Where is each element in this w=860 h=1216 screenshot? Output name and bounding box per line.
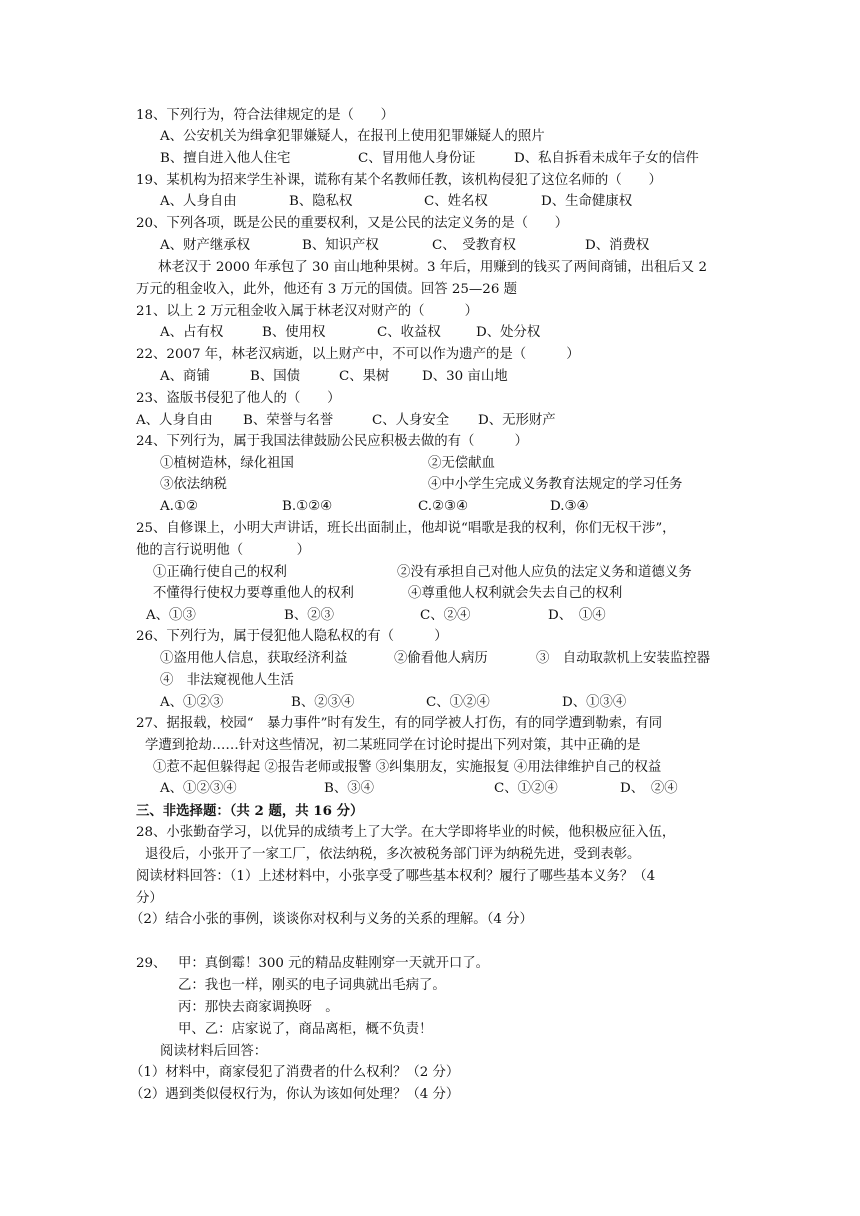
q22-option-a: A、商铺 [160, 369, 210, 384]
q25-option-a: A、①③ [146, 608, 196, 623]
q27-option-a: A、①②③④ [160, 781, 237, 796]
q29-line-6: （1）材料中，商家侵犯了消费者的什么权利？（2 分） [130, 1065, 460, 1080]
q26-item-4: ④ 非法窥视他人生活 [160, 673, 294, 688]
q29-line-4: 甲、乙：店家说了，商品离柜，概不负责！ [178, 1022, 433, 1037]
q23-stem: 23、盗版书侵犯了他人的（ ） [136, 391, 341, 406]
q28-line-3: 阅读材料回答：（1）上述材料中，小张享受了哪些基本权利？履行了哪些基本义务？（4 [136, 869, 656, 884]
q27-option-d: D、 ②④ [620, 781, 678, 796]
q20-stem: 20、下列各项，既是公民的重要权利，又是公民的法定义务的是（ ） [136, 216, 569, 231]
q22-option-b: B、国债 [250, 369, 301, 384]
material-line-2: 万元的租金收入，此外，他还有 3 万元的国债。回答 25—26 题 [136, 282, 517, 297]
q27-option-b: B、③④ [324, 781, 375, 796]
q23-option-d: D、无形财产 [478, 413, 556, 428]
q18-stem: 18、下列行为，符合法律规定的是（ ） [136, 108, 395, 123]
q25-item-4: ④尊重他人权利就会失去自己的权利 [408, 586, 623, 601]
q27-option-c: C、①②④ [494, 781, 558, 796]
q25-item-2: ②没有承担自己对他人应负的法定义务和道德义务 [397, 565, 692, 580]
q19-option-c: C、姓名权 [424, 194, 488, 209]
q27-stem-2: 学遭到抢劫……针对这些情况，初二某班同学在讨论时提出下列对策，其中正确的是 [145, 738, 641, 753]
q20-option-d: D、消费权 [585, 238, 650, 253]
q24-item-4: ④中小学生完成义务教育法规定的学习任务 [428, 477, 683, 492]
q24-option-d: D.③④ [550, 499, 589, 514]
q25-item-1: ①正确行使自己的权利 [153, 565, 287, 580]
material-line-1: 林老汉于 2000 年承包了 30 亩山地种果树。3 年后，用赚到的钱买了两间商铺，出租后又 2 [158, 260, 707, 275]
q27-items: ①惹不起但躲得起 ②报告老师或报警 ③纠集朋友，实施报复 ④用法律维护自己的权益 [153, 760, 662, 775]
q28-line-1: 28、小张勤奋学习，以优异的成绩考上了大学。在大学即将毕业的时候，他积极应征入伍， [136, 825, 676, 840]
q21-option-d: D、处分权 [476, 325, 541, 340]
q24-option-b: B.①②④ [282, 499, 333, 514]
q26-option-d: D、①③④ [562, 695, 627, 710]
q23-option-a: A、人身自由 [136, 413, 213, 428]
q25-option-c: C、②④ [420, 608, 471, 623]
q21-option-a: A、占有权 [160, 325, 224, 340]
q21-option-c: C、收益权 [377, 325, 441, 340]
q20-option-a: A、财产继承权 [160, 238, 251, 253]
q25-option-b: B、②③ [284, 608, 335, 623]
q26-item-3: ③ 自动取款机上安装监控器 [536, 651, 711, 666]
q22-stem: 22、2007 年，林老汉病逝，以上财产中，不可以作为遗产的是（ ） [136, 347, 580, 362]
q23-option-c: C、人身安全 [372, 413, 450, 428]
q18-option-c: C、冒用他人身份证 [358, 151, 476, 166]
q25-item-3: 不懂得行使权力要尊重他人的权利 [153, 586, 354, 601]
q21-option-b: B、使用权 [262, 325, 326, 340]
q28-line-5: （2）结合小张的事例，谈谈你对权利与义务的关系的理解。（4 分） [130, 912, 533, 927]
q28-line-4: 分） [136, 891, 163, 906]
q29-line-5: 阅读材料后回答： [160, 1044, 268, 1059]
q22-option-d: D、30 亩山地 [422, 369, 508, 384]
q25-stem-1: 25、自修课上，小明大声讲话，班长出面制止，他却说“唱歌是我的权利，你们无权干涉”， [136, 521, 676, 536]
q24-item-3: ③依法纳税 [160, 477, 227, 492]
q26-option-c: C、①②④ [426, 695, 490, 710]
q20-option-c: C、 受教育权 [432, 238, 516, 253]
q18-option-a: A、公安机关为缉拿犯罪嫌疑人，在报刊上使用犯罪嫌疑人的照片 [160, 129, 545, 144]
q19-option-d: D、生命健康权 [541, 194, 633, 209]
q26-stem: 26、下列行为，属于侵犯他人隐私权的有（ ） [136, 629, 448, 644]
q18-option-b: B、擅自进入他人住宅 [160, 151, 291, 166]
q29-line-1: 甲：真倒霉！300 元的精品皮鞋刚穿一天就开口了。 [178, 956, 490, 971]
q19-option-a: A、人身自由 [160, 194, 237, 209]
q24-option-a: A.①② [160, 499, 198, 514]
q26-option-a: A、①②③ [160, 695, 224, 710]
q21-stem: 21、以上 2 万元租金收入属于林老汉对财产的（ ） [136, 304, 479, 319]
section-3-heading: 三、非选择题：（共 2 题，共 16 分） [136, 803, 364, 819]
q29-line-7: （2）遇到类似侵权行为，你认为该如何处理？（4 分） [130, 1087, 460, 1102]
q27-stem-1: 27、据报载，校园“ 暴力事件”时有发生，有的同学被人打伤，有的同学遭到勒索，有同 [136, 716, 663, 731]
q24-stem: 24、下列行为，属于我国法律鼓励公民应积极去做的有（ ） [136, 434, 528, 449]
q22-option-c: C、果树 [339, 369, 390, 384]
q19-option-b: B、隐私权 [289, 194, 353, 209]
q24-item-1: ①植树造林，绿化祖国 [160, 456, 294, 471]
q23-option-b: B、荣誉与名誉 [243, 413, 334, 428]
q26-item-1: ①盗用他人信息，获取经济利益 [160, 651, 348, 666]
q29-line-3: 丙：那快去商家调换呀 。 [178, 1000, 339, 1015]
q29-number: 29、 [136, 956, 167, 971]
q26-option-b: B、②③④ [291, 695, 355, 710]
q24-item-2: ②无偿献血 [428, 456, 495, 471]
q25-stem-2: 他的言行说明他（ ） [136, 543, 311, 558]
q20-option-b: B、知识产权 [302, 238, 379, 253]
q26-item-2: ②偷看他人病历 [394, 651, 488, 666]
q19-stem: 19、某机构为招来学生补课，谎称有某个名教师任教，该机构侵犯了这位名师的（ ） [136, 173, 662, 188]
q29-line-2: 乙：我也一样，刚买的电子词典就出毛病了。 [178, 978, 446, 993]
q18-option-d: D、私自拆看未成年子女的信件 [514, 151, 699, 166]
q24-option-c: C.②③④ [418, 499, 469, 514]
q25-option-d: D、 ①④ [548, 608, 606, 623]
q28-line-2: 退役后，小张开了一家工厂，依法纳税，多次被税务部门评为纳税先进，受到表彰。 [145, 847, 641, 862]
